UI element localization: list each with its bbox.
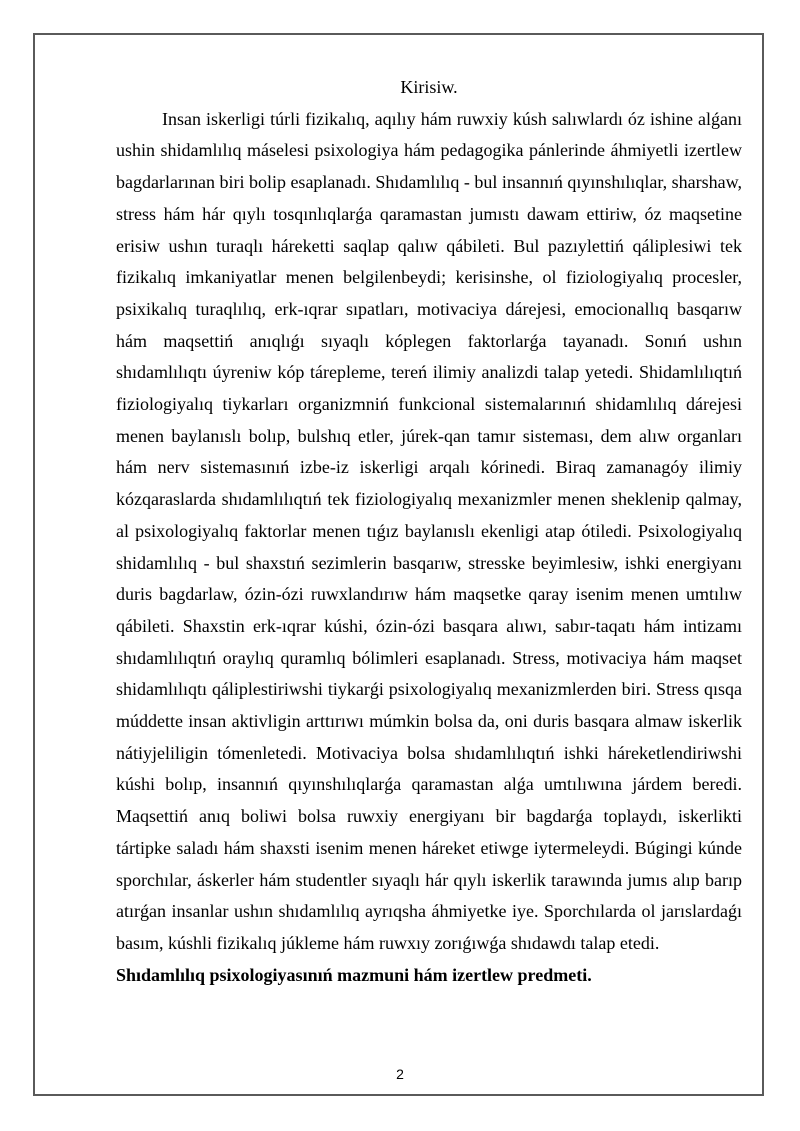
body-paragraph: Insan iskerligi túrli fizikalıq, aqılıy hám ruwxiy kúsh salıwlardı óz ishine alǵanı ushin shidamlılıq máselesi psixologiya hám pedagogika pánlerinde áhmiyetli izertlew bagdarlarınan biri bolip esaplanadı. Shıdamlılıq - bul insannıń qıyınshılıqlar, sharshaw, stress hám hár qıylı tosqınlıqlarǵa qaramastan jumıstı dawam ettiriw, óz maqsetine erisiw ushın turaqlı háreketti saqlap qalıw qábileti. Bul pazıylettiń qáliplesiwi tek fizikalıq imkaniyatlar menen belgilenbeydi; kerisinshe, ol fiziologiyalıq procesler, psixikalıq turaqlılıq, erk-ıqrar sıpatları, motivaciya dárejesi, emocionallıq basqarıw hám maqsettiń anıqlıǵı sıyaqlı kóplegen faktorlarǵa tayanadı. Sonıń ushın shıdamlılıqtı úyreniw kóp tárepleme, tereń ilimiy analizdi talap yetedi. Shidamlılıqtıń fiziologiyalıq tiykarları organizmniń funkcional sistemalarınıń shidamlılıq dárejesi menen baylanıslı bolıp, bulshıq etler, júrek-qan tamır sisteması, dem alıw organları hám nerv sistemasınıń izbe-iz iskerligi arqalı kórinedi. Biraq zamanagóy ilimiy kózqaraslarda shıdamlılıqtıń tek fiziologiyalıq mexanizmler menen sheklenip qalmay, al psixologiyalıq faktorlar menen tıǵız baylanıslı ekenligi atap ótiledi. Psixologiyalıq shidamlılıq - bul shaxstıń sezimlerin basqarıw, stresske beyimlesiw, ishki energiyanı duris bagdarlaw, ózin-ózi ruwxlandırıw hám maqsetke qaray isenim menen umtılıw qábileti. Shaxstin erk-ıqrar kúshi, ózin-ózi basqara alıwı, sabır-taqatı hám intizamı shıdamlılıqtıń oraylıq quramlıq bólimleri esaplanadı. Stress, motivaciya hám maqset shidamlılıqtı qáliplestiriwshi tiykarǵi psixologiyalıq mexanizmlerden biri. Stress qısqa múddette insan aktivligin arttırıwı múmkin bolsa da, oni duris basqara almaw iskerlik nátiyjeliligin tómenletedi. Motivaciya bolsa shıdamlılıqtıń ishki háreketlendiriwshi kúshi bolıp, insannıń qıyınshılıqlarǵa qaramastan alǵa umtılıwına járdem beredi. Maqsettiń anıq boliwi bolsa ruwxiy energiyanı bir bagdarǵa toplaydı, iskerlikti tártipke saladı hám shaxsti isenim menen háreket etiwge iytermeleydi. Búgingi kúnde sporchılar, áskerler hám studentler sıyaqlı hár qıylı iskerlik tarawında jumıs alıp barıp atırǵan insanlar ushın shıdamlılıq ayrıqsha áhmiyetke iye. Sporchılarda ol jarıslardaǵı basım, kúshli fizikalıq júkleme hám ruwxıy zorıǵıwǵa shıdawdı talap etedi. bbox=[116, 108, 742, 953]
section-heading: Shıdamlılıq psixologiyasınıń mazmuni hám izertlew predmeti. bbox=[116, 964, 592, 985]
document-body bbox=[116, 72, 742, 991]
page-number: 2 bbox=[396, 1066, 404, 1082]
document-title: Kirisiw. bbox=[400, 77, 458, 97]
